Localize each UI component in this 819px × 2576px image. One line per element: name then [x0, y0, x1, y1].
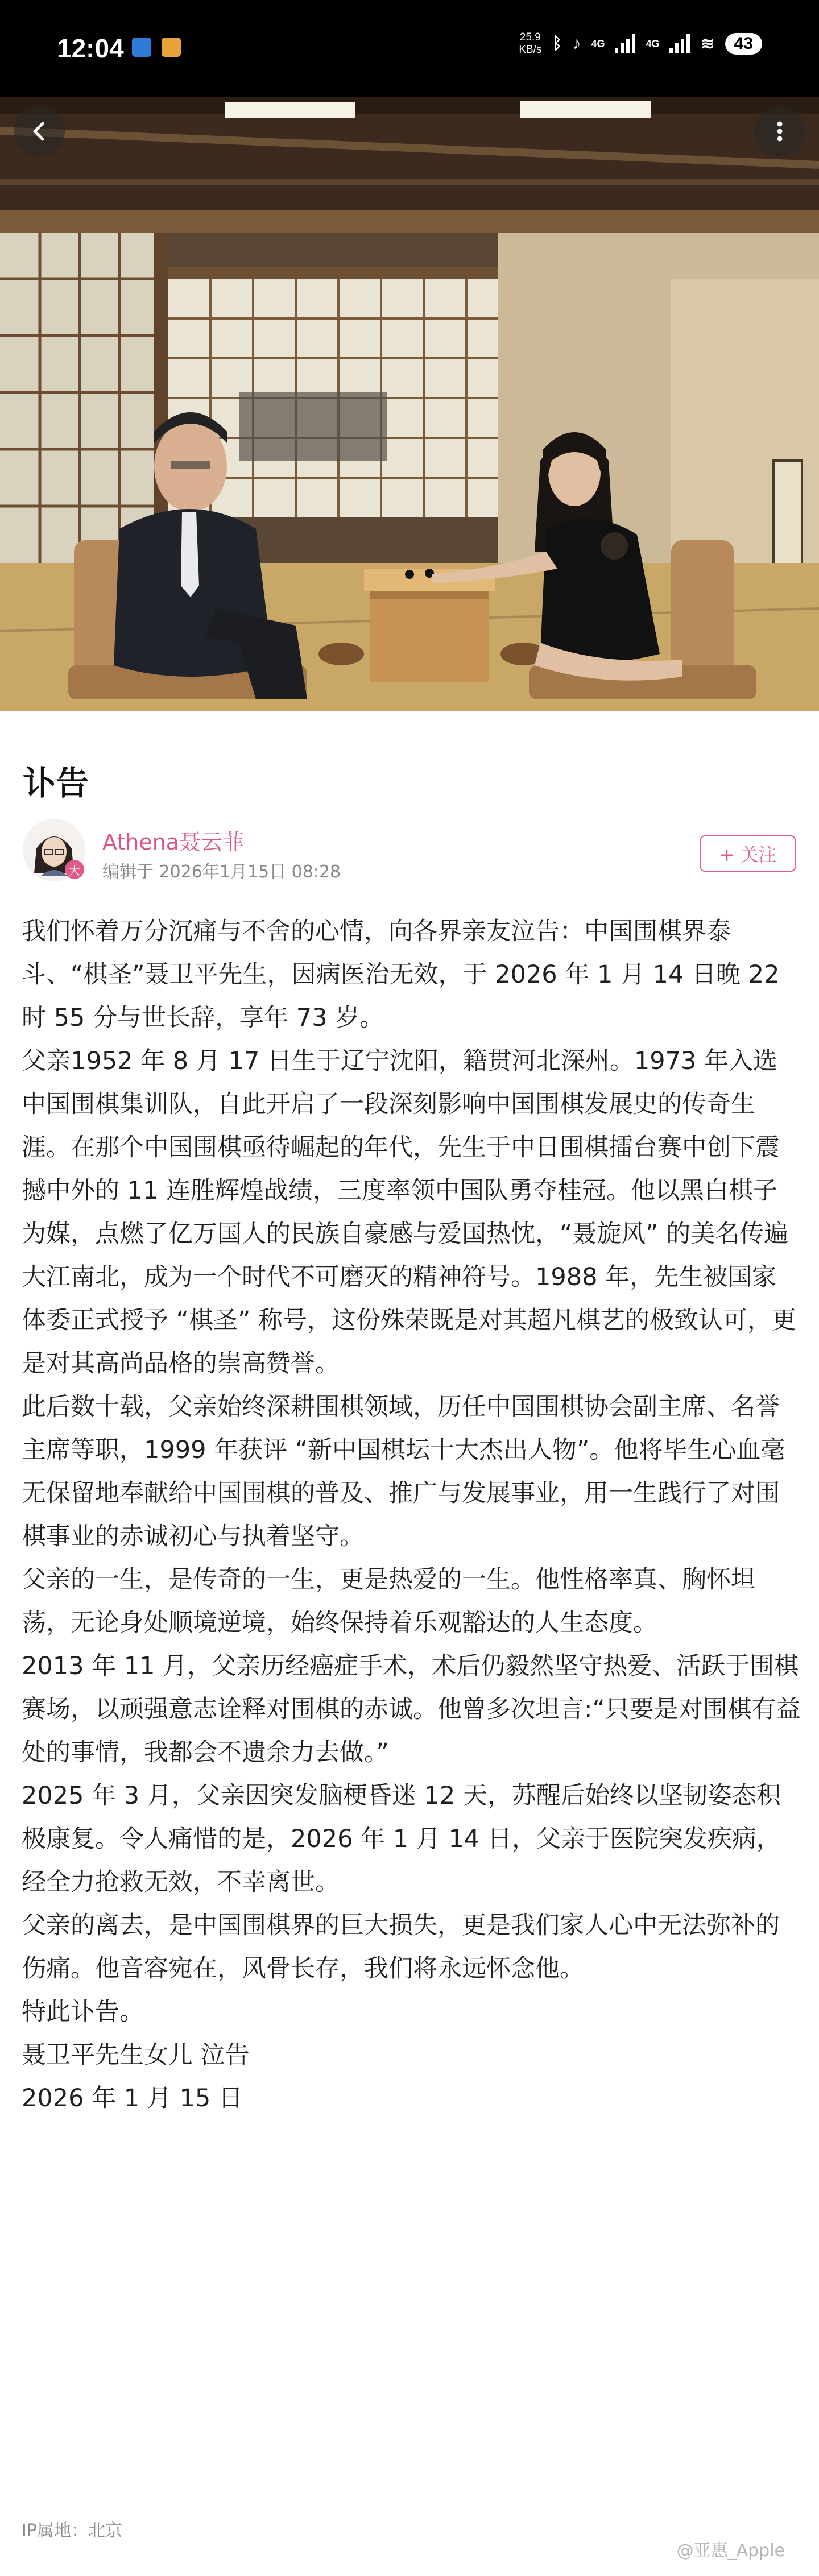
net-speed: 25.9 KB/s [519, 31, 542, 56]
chevron-left-icon [28, 120, 51, 143]
paragraph: 父亲1952 年 8 月 17 日生于辽宁沈阳，籍贯河北深州。1973 年入选中国围棋集训队，自此开启了一段深刻影响中国围棋发展史的传奇生涯。在那个中国围棋亟待崛起的年代，先生于中日围棋擂台赛中创下震撼中外的 11 连胜辉煌战绩，三度率领中国队勇夺桂冠。他以黑白棋子为媒，点燃了亿万国人的民族自豪感与爱国热忱，“聂旋风” 的美名传遍大江南北，成为一个时代不可磨灭的精神符号。1988 年，先生被国家体委正式授予 “棋圣” 称号，这份殊荣既是对其超凡棋艺的极致认可，更是对其高尚品格的崇高赞誉。 [22, 1047, 796, 1378]
paragraph: 2013 年 11 月，父亲历经癌症手术，术后仍毅然坚守热爱、活跃于围棋赛场，以顽强意志诠释对围棋的赤诚。他曾多次坦言:“只要是对围棋有益处的事情，我都会不遗余力去做。” [22, 1652, 801, 1767]
signal-label-2: 4G [646, 38, 660, 49]
paragraph: 父亲的离去，是中国围棋界的巨大损失，更是我们家人心中无法弥补的伤痛。他音容宛在，风骨长存，我们将永远怀念他。 [22, 1911, 780, 1983]
avatar[interactable] [23, 819, 85, 881]
back-button[interactable] [14, 106, 65, 157]
watermark: @亚惠_Apple [676, 2541, 785, 2561]
article-title: 讣告 [23, 764, 89, 802]
signal-bars-icon [615, 34, 635, 53]
more-dots-icon [767, 119, 792, 144]
status-bar [0, 0, 819, 97]
notification-app-icon-2 [162, 38, 181, 57]
paragraph: 此后数十载，父亲始终深耕围棋领域，历任中国围棋协会副主席、名誉主席等职，1999 年获评 “新中国棋坛十大杰出人物”。他将毕生心血毫无保留地奉献给中国围棋的普及、推广与发展事业，用一生践行了对围棋事业的赤诚初心与执着坚守。 [22, 1393, 785, 1551]
paragraph: 我们怀着万分沉痛与不舍的心情，向各界亲友泣告：中国围棋界泰斗、“棋圣”聂卫平先生，因病医治无效，于 2026 年 1 月 14 日晚 22 时 55 分与世长辞，享年 73 岁。 [22, 917, 780, 1032]
paragraph: 特此讣告。 [22, 1998, 144, 2026]
signal-label-1: 4G [591, 38, 605, 49]
edit-timestamp: 编辑于 2026年1月15日 08:28 [102, 862, 341, 882]
wifi-icon: ≋ [700, 34, 715, 53]
article-body [22, 910, 801, 2120]
signature: 聂卫平先生女儿 泣告 [22, 2041, 250, 2069]
paragraph: 父亲的一生，是传奇的一生，更是热爱的一生。他性格率真、胸怀坦荡，无论身处顺境逆境，始终保持着乐观豁达的人生态度。 [22, 1566, 755, 1637]
author-row [23, 819, 796, 893]
signature-date: 2026 年 1 月 15 日 [22, 2084, 243, 2113]
notification-app-icon [132, 38, 151, 57]
paragraph: 2025 年 3 月，父亲因突发脑梗昏迷 12 天，苏醒后始终以坚韧姿态积极康复。令人痛惜的是，2026 年 1 月 14 日，父亲于医院突发疾病，经全力抢救无效，不幸离世。 [22, 1782, 781, 1896]
go-match-photo [0, 97, 819, 711]
hero-photo[interactable] [0, 97, 819, 711]
follow-button[interactable]: + 关注 [700, 835, 796, 872]
author-name[interactable]: Athena聂云菲 [102, 830, 245, 855]
bluetooth-icon: ᛒ [552, 34, 562, 53]
ip-location: IP属地：北京 [22, 2521, 122, 2541]
author-badge: 大 [65, 860, 84, 879]
signal-bars-icon-2 [669, 34, 690, 53]
status-indicators [519, 31, 762, 56]
battery-indicator: 43 [725, 33, 762, 55]
more-button[interactable] [754, 106, 805, 157]
status-time: 12:04 [57, 34, 124, 63]
earbuds-icon: ♪ [572, 34, 581, 53]
